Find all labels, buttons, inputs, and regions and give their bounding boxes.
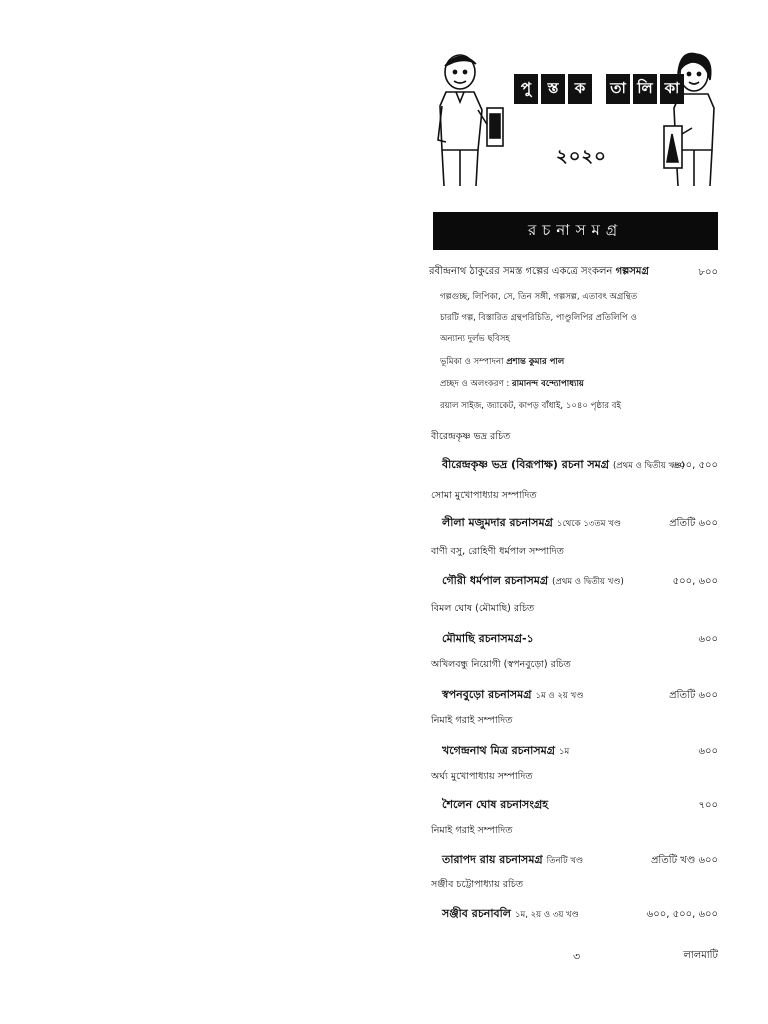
book-title: শৈলেন ঘোষ রচনাসংগ্রহ	[442, 798, 549, 811]
catalog-column	[420, 0, 718, 1024]
title-letter: পু	[514, 74, 538, 104]
book-note: (প্রথম ও দ্বিতীয় খণ্ড)	[552, 577, 624, 587]
tagore-specs: রয়াল সাইজ, জ্যাকেট, কাপড় বাঁধাই, ১০৪০ পৃষ্ঠার বই	[440, 401, 621, 411]
book-title-line	[442, 905, 579, 924]
book-credit: সঞ্জীব চট্টোপাধ্যায় রচিত	[431, 879, 523, 890]
book-note: ১থেকে ১৩তম খণ্ড	[556, 519, 621, 529]
book-title: তারাপদ রায় রচনাসমগ্র	[442, 853, 543, 866]
tagore-title: গল্পসমগ্র	[615, 266, 649, 277]
book-title: খগেন্দ্রনাথ মিত্র রচনাসমগ্র	[442, 744, 555, 757]
boy-figure-icon	[438, 55, 503, 186]
book-note: (প্রথম ও দ্বিতীয় খণ্ড)	[612, 461, 685, 471]
book-price: প্রতিটি ৬০০	[669, 690, 718, 701]
book-title: লীলা মজুমদার রচনাসমগ্র	[442, 516, 553, 529]
title-letter: স্ত	[541, 74, 565, 104]
book-title: স্বপনবুড়ো রচনাসমগ্র	[442, 688, 532, 701]
book-title: বীরেন্দ্রকৃষ্ণ ভদ্র (বিরূপাক্ষ) রচনা সমগ্র	[442, 458, 609, 471]
tagore-desc-line: গল্পগুচ্ছ, লিপিকা, সে, তিন সঙ্গী, গল্পসল্প, এতাবৎ অগ্রন্থিত	[440, 292, 638, 302]
catalog-title	[514, 74, 684, 104]
book-credit: অর্ঘ্য মুখোপাধ্যায় সম্পাদিত	[431, 771, 533, 782]
tagore-desc-line: চারটি গল্প, বিস্তারিত গ্রন্থপরিচিতি, পাণ্ডুলিপির প্রতিলিপি ও	[440, 313, 637, 323]
book-title-line	[442, 630, 538, 649]
book-price: ৭০০	[698, 800, 718, 811]
book-price: ৬০০	[698, 746, 718, 757]
book-price: ৬০০, ৫০০, ৬০০	[646, 909, 718, 920]
book-credit: অখিলবন্ধু নিয়োগী (স্বপনবুড়ো) রচিত	[431, 659, 571, 670]
book-note: তিনটি খণ্ড	[546, 856, 584, 866]
book-price: ৬০০, ৫০০	[672, 460, 718, 471]
book-title: মৌমাছি রচনাসমগ্র-১	[442, 632, 534, 645]
tagore-editor	[440, 355, 564, 369]
editor-name: প্রশান্ত কুমার পাল	[506, 357, 565, 367]
book-note: ১ম, ২য় ও ৩য় খণ্ড	[514, 910, 579, 920]
tagore-entry	[429, 264, 649, 281]
book-price: ৬০০	[698, 634, 718, 645]
page-number: ৩	[573, 950, 581, 963]
cover-label: প্রচ্ছদ ও অলংকরণ :	[440, 379, 510, 389]
book-price: প্রতিটি ৬০০	[669, 518, 718, 529]
book-title-line	[442, 456, 685, 475]
book-price: ৫০০, ৬০০	[672, 576, 718, 587]
book-credit: বিমল ঘোষ (মৌমাছি) রচিত	[431, 603, 535, 614]
book-credit: সোমা মুখোপাধ্যায় সম্পাদিত	[431, 490, 537, 501]
book-title-line	[442, 796, 552, 815]
book-title-line	[442, 742, 569, 761]
book-title-line	[442, 572, 624, 591]
catalog-year: ২০২০	[556, 146, 607, 167]
editor-label: ভূমিকা ও সম্পাদনা	[440, 357, 504, 367]
section-title-bar: রচনাসমগ্র	[433, 212, 718, 250]
tagore-desc-line: অন্যান্য দুর্লভ ছবিসহ	[440, 334, 510, 344]
book-title: গৌরী ধর্মপাল রচনাসমগ্র	[442, 574, 549, 587]
book-note: ১ম ও ২য় খণ্ড	[535, 691, 584, 701]
book-credit: নিমাই গরাই সম্পাদিত	[431, 825, 513, 836]
book-credit: বাণী বসু, রোহিণী ধর্মপাল সম্পাদিত	[431, 546, 564, 557]
book-title-line	[442, 686, 583, 705]
book-credit: নিমাই গরাই সম্পাদিত	[431, 715, 513, 726]
book-title-line	[442, 851, 583, 870]
cover-name: রামানন্দ বন্দ্যোপাধ্যায়	[511, 379, 584, 389]
book-title-line	[442, 514, 621, 533]
tagore-price: ৮০০	[698, 267, 718, 278]
book-price: প্রতিটি খণ্ড ৬০০	[650, 855, 718, 866]
book-note: ১ম	[558, 747, 570, 757]
title-letter: কা	[660, 74, 684, 104]
book-title: সঞ্জীব রচনাবলি	[442, 907, 511, 920]
publisher-name: লালমাটি	[683, 950, 718, 961]
tagore-cover	[440, 377, 584, 391]
title-letter: তা	[606, 74, 630, 104]
catalog-header	[432, 50, 718, 190]
title-letter: ক	[568, 74, 592, 104]
title-letter: লি	[633, 74, 657, 104]
book-credit: বীরেন্দ্রকৃষ্ণ ভদ্র রচিত	[431, 431, 511, 442]
tagore-intro: রবীন্দ্রনাথ ঠাকুরের সমস্ত গল্পের একত্রে সংকলন	[429, 266, 613, 277]
